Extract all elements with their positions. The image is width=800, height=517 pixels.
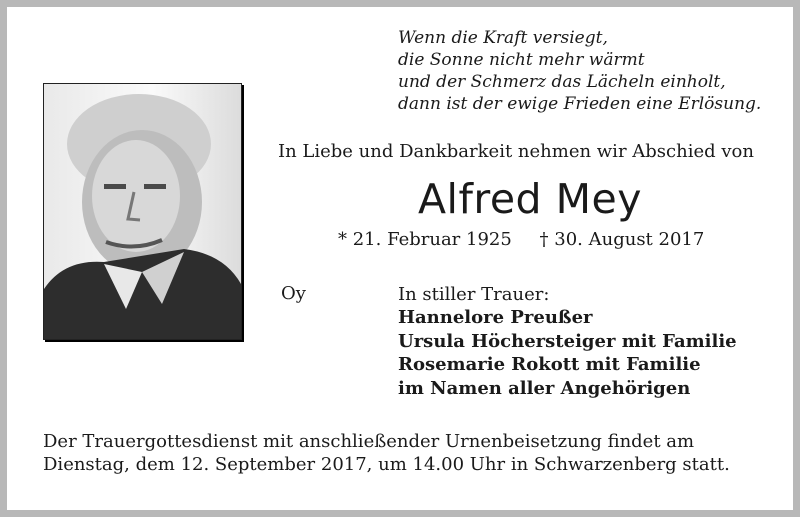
- poem: [398, 27, 761, 115]
- portrait-photo: [43, 83, 242, 340]
- mourner-item: Hannelore Preußer: [398, 307, 593, 329]
- mourner-item: im Namen aller Angehörigen: [398, 377, 691, 399]
- birth-date: * 21. Februar 1925: [338, 229, 512, 250]
- service-notice: [43, 430, 730, 476]
- death-date: † 30. August 2017: [539, 229, 705, 250]
- deceased-name: Alfred Mey: [418, 175, 642, 223]
- poem-line: dann ist der ewige Frieden eine Erlösung.: [398, 94, 762, 114]
- poem-line: die Sonne nicht mehr wärmt: [398, 50, 645, 70]
- life-dates: [338, 229, 704, 250]
- mourner-item: Rosemarie Rokott mit Familie: [398, 354, 701, 376]
- mourners-header: In stiller Trauer:: [398, 284, 550, 305]
- mourners: [398, 283, 737, 400]
- farewell-intro: In Liebe und Dankbarkeit nehmen wir Abschied von: [278, 141, 754, 162]
- poem-line: Wenn die Kraft versiegt,: [398, 28, 608, 48]
- service-line: Der Trauergottesdienst mit anschließender Urnenbeisetzung findet am: [43, 431, 695, 452]
- mourner-item: Ursula Höchersteiger mit Familie: [398, 330, 737, 352]
- service-line: Dienstag, dem 12. September 2017, um 14.00 Uhr in Schwarzenberg statt.: [43, 454, 730, 475]
- place: Oy: [281, 283, 306, 304]
- poem-line: und der Schmerz das Lächeln einholt,: [398, 72, 726, 92]
